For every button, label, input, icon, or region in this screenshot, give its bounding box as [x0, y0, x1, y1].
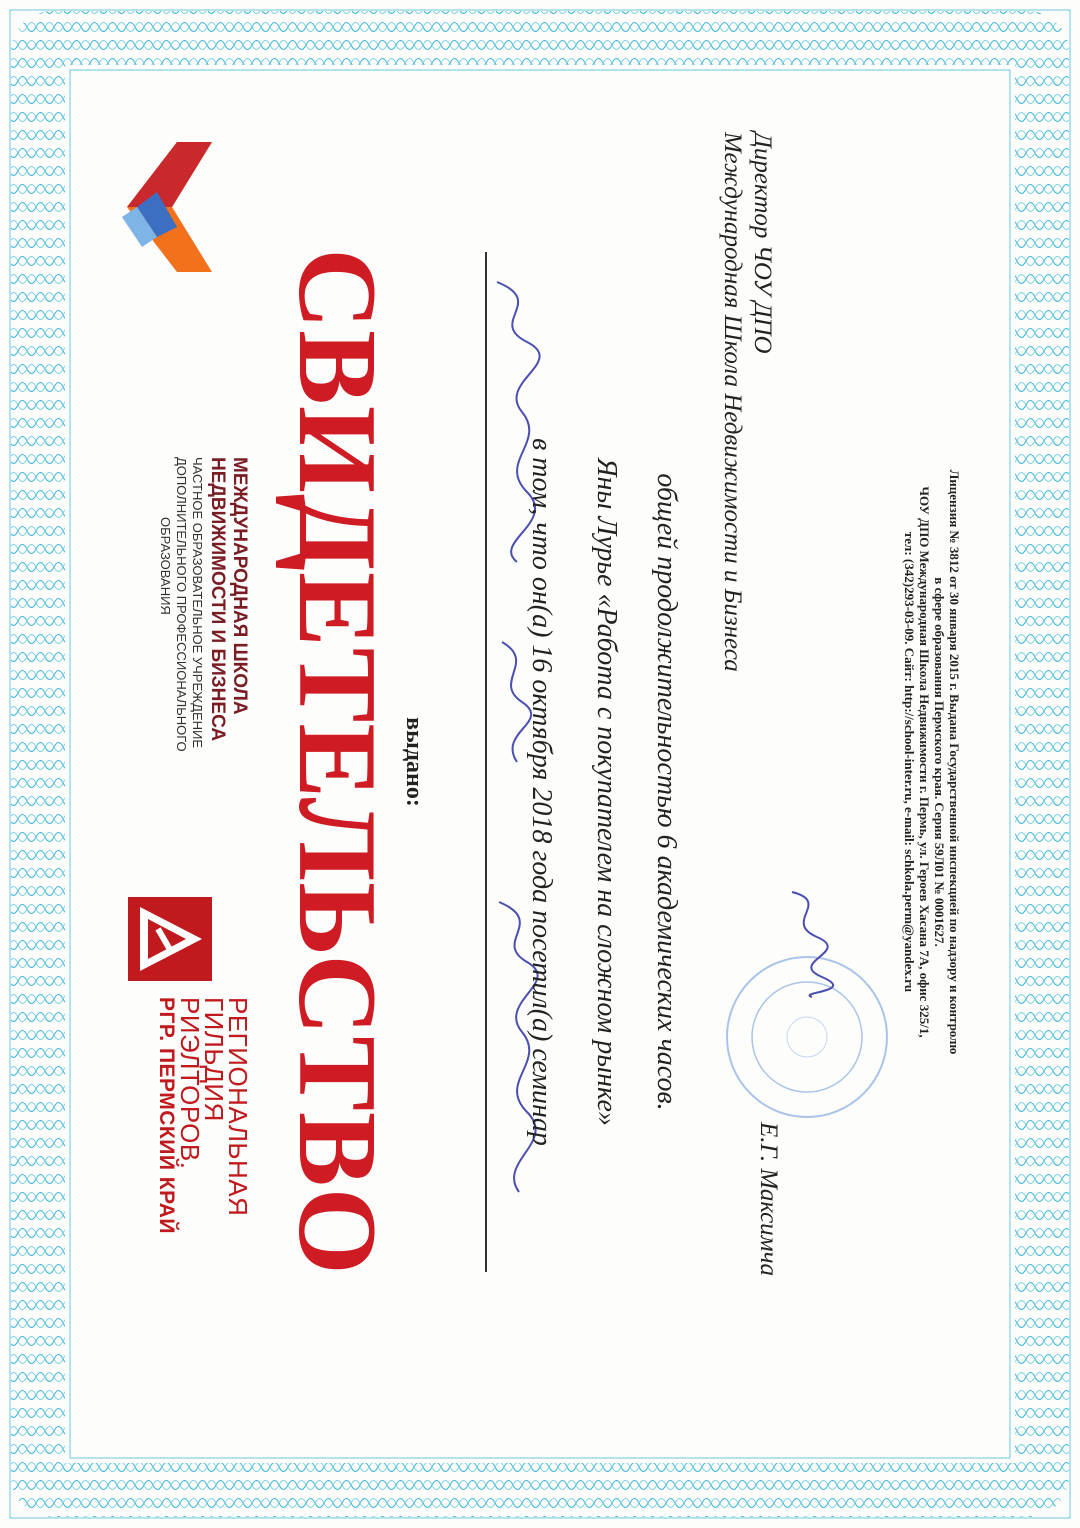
school-name-block — [158, 457, 250, 877]
school-name-line1: МЕЖДУНАРОДНАЯ ШКОЛА — [229, 457, 250, 715]
school-chevron-logo — [102, 132, 232, 277]
certificate-canvas — [67, 62, 1012, 1462]
director-title-line1: Директор ЧОУ ДПО — [749, 132, 776, 354]
license-line2: в сфере образования Пермского края. Серия 59Л01 № 0001627. — [932, 577, 947, 947]
school-sub-line1: ЧАСТНОЕ ОБРАЗОВАТЕЛЬНОЕ УЧРЕЖДЕНИЕ — [190, 457, 205, 749]
body-line2: Яны Лурье «Работа с покупателем на сложном рынке» — [591, 458, 622, 1126]
handwritten-signature — [772, 882, 842, 1002]
school-name-line2: НЕДВИЖИМОСТИ И БИЗНЕСА — [207, 457, 228, 742]
recipient-name-line — [485, 252, 487, 1272]
guild-line4: РГР. ПЕРМСКИЙ КРАЙ — [155, 997, 178, 1235]
guild-line3: РИЭЛТОРОВ. — [175, 997, 205, 1170]
license-line1: Лицензия № 3812 от 30 января 2015 г. Выдана Государственной инспекцией по надзору и контролю — [947, 469, 962, 1055]
certificate-title: СВИДЕТЕЛЬСТВО — [275, 248, 399, 1276]
director-name: Е.Г. Максимча — [755, 1122, 782, 1277]
guild-line1: РЕГИОНАЛЬНАЯ — [223, 997, 253, 1217]
body-line1: в том, что он(а) 16 октября 2018 года посетил(а) семинар — [526, 438, 557, 1146]
guild-line2: ГИЛЬДИЯ — [199, 997, 229, 1122]
license-info — [902, 287, 962, 1237]
guild-triangle-logo — [128, 897, 212, 981]
guild-name-block — [154, 997, 253, 1357]
body-line3: общей продолжительностью 6 академических часов. — [651, 473, 682, 1111]
license-line4: тел: (342)293-03-09. Сайт: http://school-inter.ru, e-mail: schkola.perm@yandex.ru — [902, 531, 917, 993]
director-title-line2: Международная Школа Недвижимости и Бизнеса — [719, 132, 746, 672]
school-sub-line2: ДОПОЛНИТЕЛЬНОГО ПРОФЕССИОНАЛЬНОГО — [174, 457, 189, 752]
director-title — [717, 132, 777, 672]
license-line3: ЧОУ ДПО Международная Школа Недвижимости г. Пермь, ул. Героев Хасана 7А, офис 325/1, — [917, 486, 932, 1038]
issued-label: выдано: — [401, 717, 427, 807]
school-sub-line3: ОБРАЗОВАНИЯ — [158, 517, 173, 615]
